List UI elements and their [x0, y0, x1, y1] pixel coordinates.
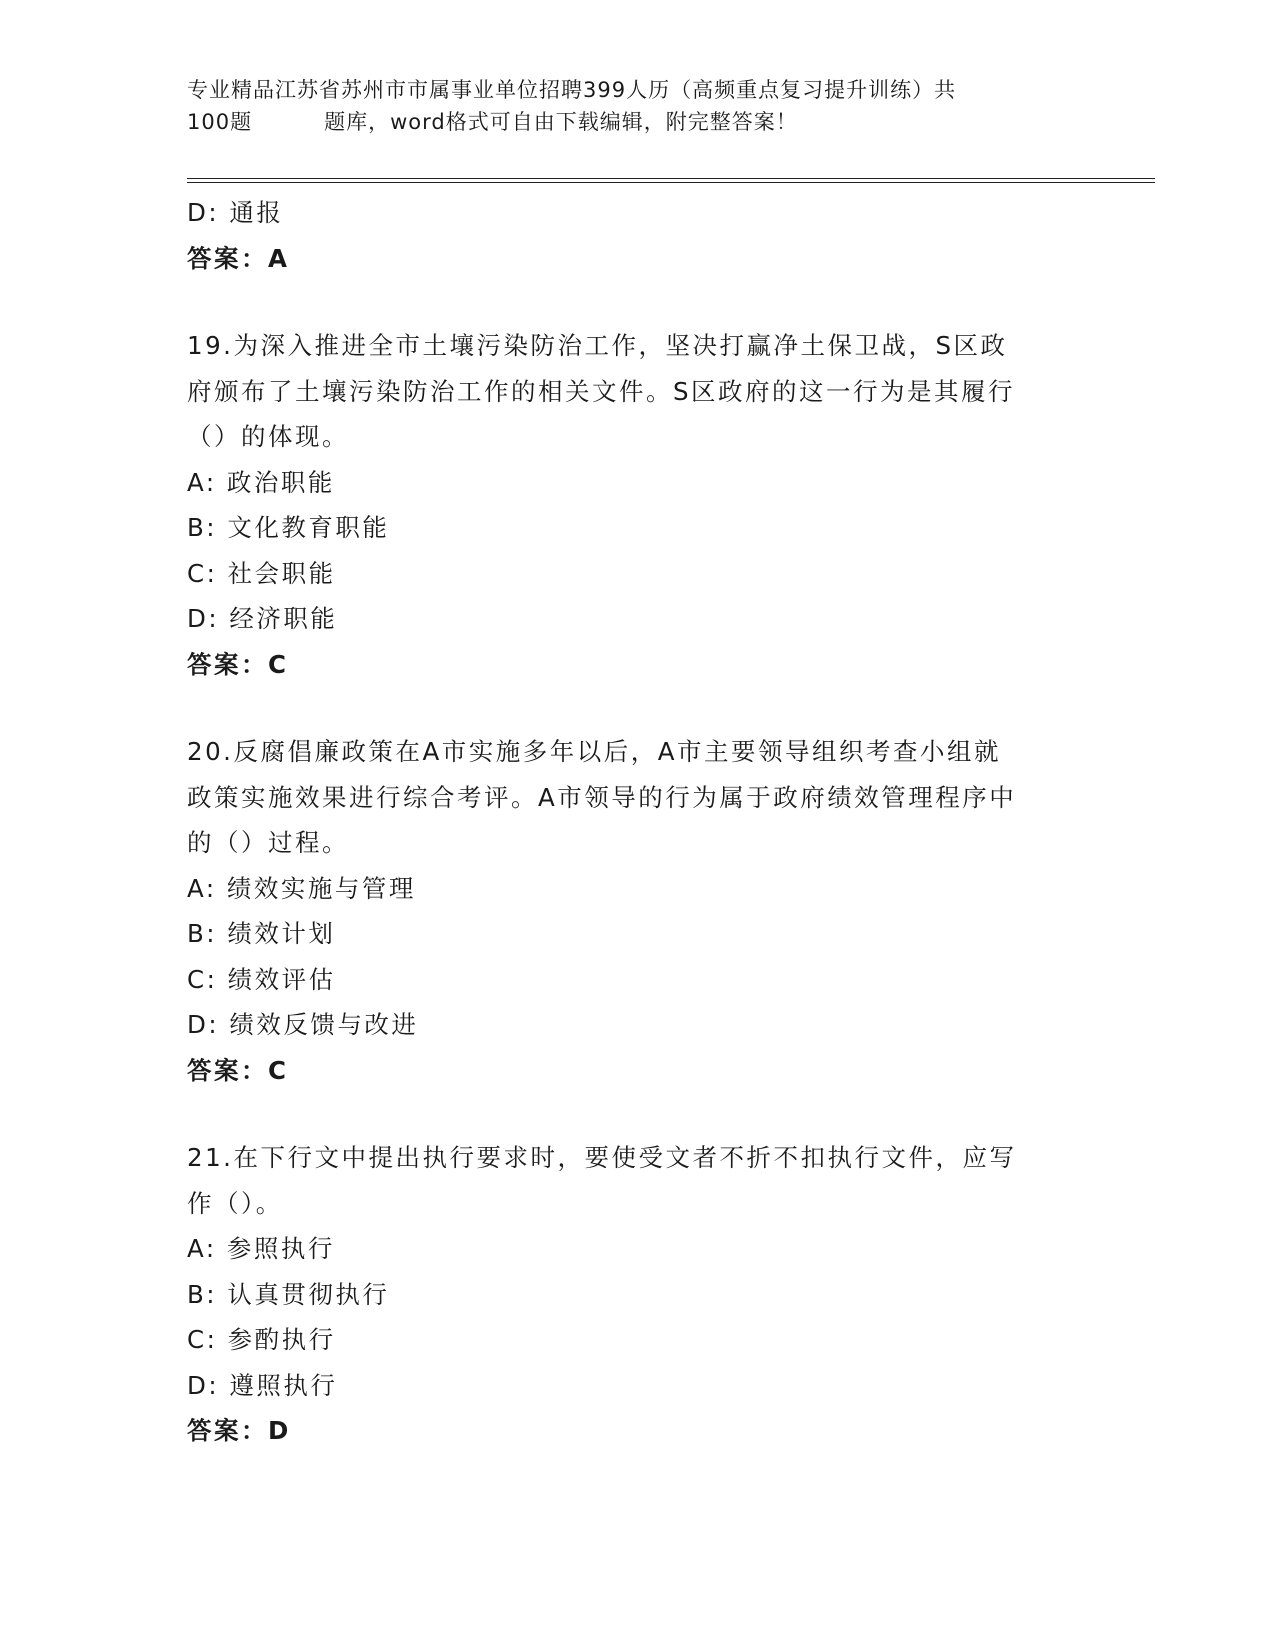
header-rule-bottom — [187, 182, 1155, 183]
question-stem-line: （）的体现。 — [187, 422, 349, 451]
header-count: 100题 — [187, 110, 253, 134]
option-b: B: 文化教育职能 — [187, 513, 390, 542]
answer: 答案：D — [187, 1416, 291, 1445]
question-21 — [187, 1135, 1087, 1454]
answer: 答案：C — [187, 1055, 289, 1085]
header-rule-top — [187, 178, 1155, 179]
question-stem-line: 的（）过程。 — [187, 828, 349, 857]
document-body — [187, 190, 1087, 1454]
option-d: D: 绩效反馈与改进 — [187, 1010, 419, 1039]
question-stem-line: 21.在下行文中提出执行要求时，要使受文者不折不扣执行文件，应写 — [187, 1143, 1017, 1172]
option-a: A: 绩效实施与管理 — [187, 873, 416, 903]
option-c: C: 社会职能 — [187, 558, 336, 588]
header-desc: 题库，word格式可自由下载编辑，附完整答案！ — [324, 110, 798, 134]
option-a: A: 参照执行 — [187, 1234, 335, 1263]
question-stem-line: 作（）。 — [187, 1188, 283, 1218]
option-d: D: 遵照执行 — [187, 1370, 338, 1400]
option-c: C: 参酌执行 — [187, 1325, 336, 1354]
option-a: A: 政治职能 — [187, 467, 335, 497]
option-c: C: 绩效评估 — [187, 964, 336, 994]
prev-answer: 答案：A — [187, 243, 290, 273]
question-stem-line: 政策实施效果进行综合考评。A市领导的行为属于政府绩效管理程序中 — [187, 782, 1017, 812]
option-d: D: 经济职能 — [187, 604, 338, 633]
option-b: B: 绩效计划 — [187, 919, 336, 948]
question-20 — [187, 729, 1087, 1093]
prev-option-d: D: 通报 — [187, 198, 284, 227]
question-stem-line: 府颁布了土壤污染防治工作的相关文件。S区政府的这一行为是其履行 — [187, 376, 1016, 406]
question-stem-line: 20.反腐倡廉政策在A市实施多年以后，A市主要领导组织考查小组就 — [187, 737, 1001, 766]
header-line-1: 专业精品江苏省苏州市市属事业单位招聘399人历（高频重点复习提升训练）共 — [187, 78, 957, 102]
page-header — [187, 74, 1087, 138]
question-19 — [187, 323, 1087, 687]
answer: 答案：C — [187, 649, 289, 679]
option-b: B: 认真贯彻执行 — [187, 1279, 390, 1309]
header-line-2 — [187, 106, 1087, 138]
question-stem-line: 19.为深入推进全市土壤污染防治工作，坚决打赢净土保卫战，S区政 — [187, 331, 1008, 360]
